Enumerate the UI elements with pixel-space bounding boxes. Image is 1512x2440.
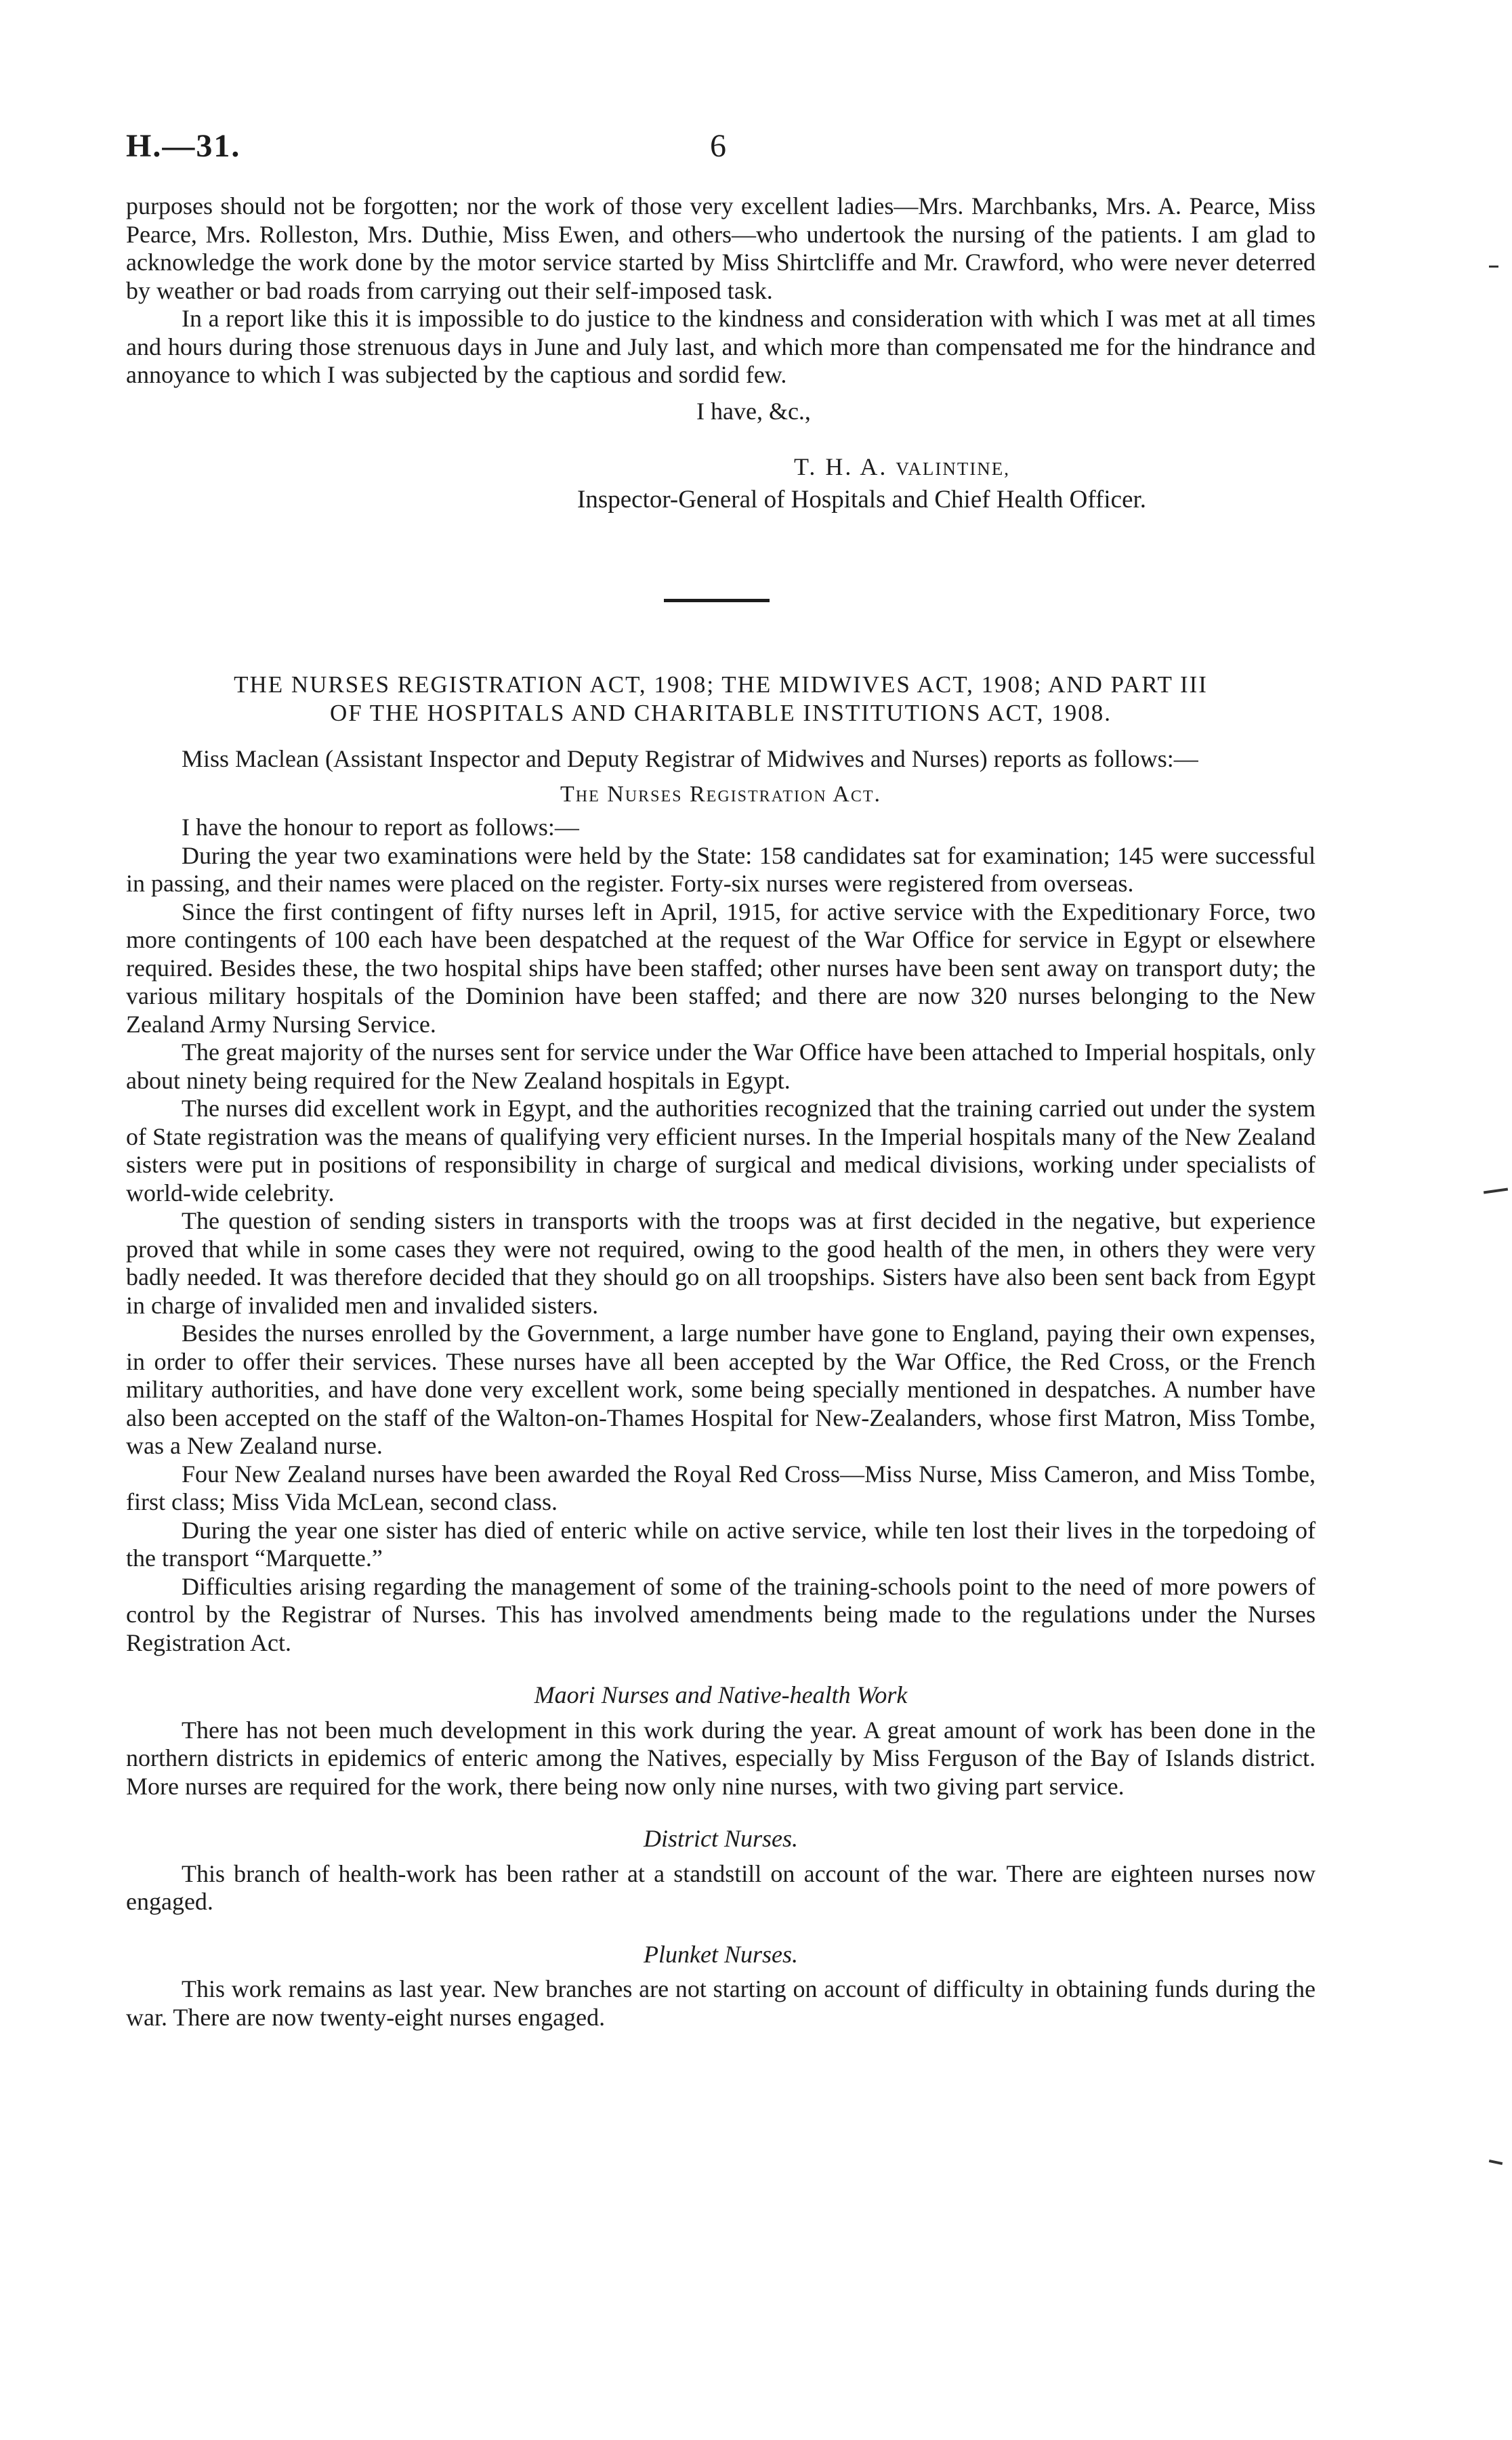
act-paragraph: During the year two examinations were held by the State: 158 candidates sat for examination; 145 were successful in passing, and their names were placed on the register. Forty-six nurses were registered from overseas. bbox=[126, 841, 1316, 897]
section-divider bbox=[664, 599, 770, 602]
document-code: H.—31. bbox=[126, 128, 241, 164]
main-heading-line: OF THE HOSPITALS AND CHARITABLE INSTITUTIONS ACT, 1908. bbox=[329, 700, 1112, 726]
act-paragraph: The nurses did excellent work in Egypt, and the authorities recognized that the training carried out under the system of State registration was the means of qualifying very efficient nurses. In the Imperial hospitals many of the New Zealand sisters were put in positions of responsibility in charge of surgical and medical divisions, working under specialists of world-wide celebrity. bbox=[126, 1095, 1316, 1206]
page-header bbox=[126, 127, 1400, 182]
main-heading-line: THE NURSES REGISTRATION ACT, 1908; THE MIDWIVES ACT, 1908; AND PART III bbox=[234, 671, 1208, 698]
act-paragraph: Since the first contingent of fifty nurses left in April, 1915, for active service with the Expeditionary Force, two more contingents of 100 each have been despatched at the request of the War Office for service in Egypt or elsewhere required. Besides these, the two hospital ships have been staffed; other nurses have been sent away on transport duty; the various military hospitals of the Dominion have been staffed; and there are now 320 nurses belonging to the New Zealand Army Nursing Service. bbox=[126, 898, 1316, 1038]
signature-surname: VALINTINE, bbox=[896, 459, 1011, 479]
act-paragraph: During the year one sister has died of enteric while on active service, while ten lost their lives in the torpedoing of the transport “Marquette.” bbox=[126, 1516, 1316, 1572]
act-paragraph: Four New Zealand nurses have been awarded the Royal Red Cross—Miss Nurse, Miss Cameron, and Miss Tombe, first class; Miss Vida McLean, second class. bbox=[126, 1460, 1316, 1515]
page-number: 6 bbox=[710, 128, 726, 164]
intro-paragraph: In a report like this it is impossible to do justice to the kindness and consideration with which I was met at all times and hours during those strenuous days in June and July last, and which more than compensated me for the hindrance and annoyance to which I was subjected by the captious and sordid few. bbox=[126, 305, 1316, 388]
plunket-paragraph: This work remains as last year. New branches are not starting on account of difficulty in obtaining funds during the war. There are now twenty-eight nurses engaged. bbox=[126, 1975, 1316, 2031]
signature bbox=[794, 453, 1010, 481]
officer-title: Inspector-General of Hospitals and Chief Health Officer. bbox=[577, 486, 1147, 513]
margin-mark bbox=[1489, 2160, 1503, 2165]
report-intro: Miss Maclean (Assistant Inspector and Deputy Registrar of Midwives and Nurses) reports as follows:— bbox=[182, 745, 1198, 772]
district-heading: District Nurses. bbox=[643, 1825, 799, 1852]
act-paragraph: The question of sending sisters in transports with the troops was at first decided in the negative, but experience proved that while in some cases they were not required, owing to the good health of the men, in others they were very badly needed. It was therefore decided that they should go on all troopships. Sisters have also been sent back from Egypt in charge of invalided men and invalided sisters. bbox=[126, 1207, 1316, 1319]
plunket-heading: Plunket Nurses. bbox=[644, 1940, 798, 1968]
signature-initials: T. H. A. bbox=[794, 453, 888, 480]
intro-text bbox=[126, 192, 1316, 390]
main-heading bbox=[126, 671, 1316, 728]
district-paragraph: This branch of health-work has been rather at a standstill on account of the war. There are eighteen nurses now engaged. bbox=[126, 1859, 1316, 1915]
act-paragraph: Besides the nurses enrolled by the Government, a large number have gone to England, paying their own expenses, in order to offer their services. These nurses have all been accepted by the War Office, the Red Cross, or the French military authorities, and have done very excellent work, some being specially mentioned in despatches. A number have also been accepted on the staff of the Walton-on-Thames Hospital for New-Zealanders, whose first Matron, Miss Tombe, was a New Zealand nurse. bbox=[126, 1320, 1316, 1459]
act-paragraph: The great majority of the nurses sent for service under the War Office have been attached to Imperial hospitals, only about ninety being required for the New Zealand hospitals in Egypt. bbox=[126, 1038, 1316, 1094]
act-paragraph: Difficulties arising regarding the management of some of the training-schools point to the need of more powers of control by the Registrar of Nurses. This has involved amendments being made to the regulations under the Nurses Registration Act. bbox=[126, 1572, 1316, 1656]
act-paragraph: I have the honour to report as follows:— bbox=[182, 814, 579, 841]
maori-heading: Maori Nurses and Native-health Work bbox=[534, 1681, 908, 1708]
nurses-act-heading: The Nurses Registration Act. bbox=[560, 781, 882, 807]
margin-mark bbox=[1489, 266, 1498, 268]
nurses-act-paragraphs bbox=[126, 814, 1316, 1657]
signoff: I have, &c., bbox=[696, 398, 811, 425]
maori-paragraph: There has not been much development in this work during the year. A great amount of work has been done in the northern districts in epidemics of enteric among the Natives, especially by Miss Ferguson of the Bay of Islands district. More nurses are required for the work, there being now only nine nurses, with two giving part service. bbox=[126, 1716, 1316, 1800]
margin-mark bbox=[1484, 1188, 1508, 1194]
nurses-report bbox=[126, 745, 1316, 2032]
intro-paragraph: purposes should not be forgotten; nor the work of those very excellent ladies—Mrs. Marchbanks, Mrs. A. Pearce, Miss Pearce, Mrs. Rolleston, Mrs. Duthie, Miss Ewen, and others—who undertook the nursing of the patients. I am glad to acknowledge the work done by the motor service started by Miss Shirtcliffe and Mr. Crawford, who were never deterred by weather or bad roads from carrying out their self-imposed task. bbox=[126, 192, 1316, 304]
